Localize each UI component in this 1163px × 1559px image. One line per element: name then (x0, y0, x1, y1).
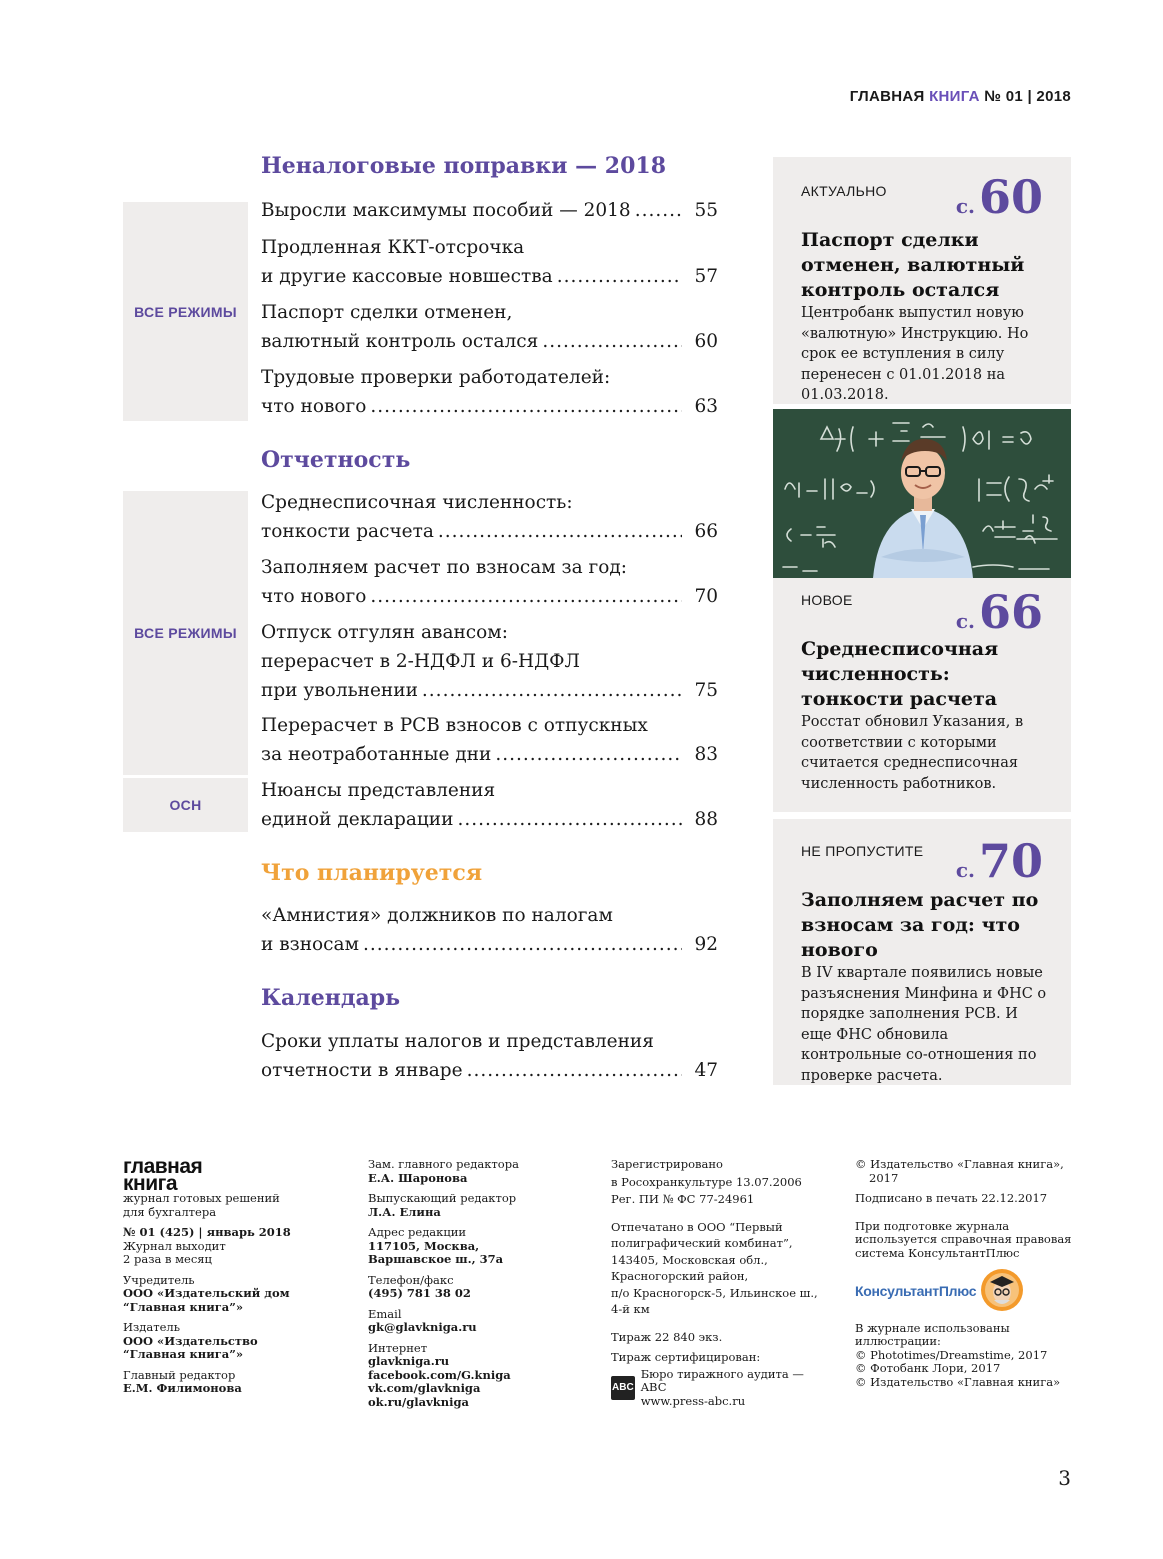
entry-title-line: Перерасчет в РСВ взносов с отпускных (261, 715, 648, 736)
page-prefix: с. (955, 858, 975, 882)
box-title: Заполняем расчет по взносам за год: что нового (801, 889, 1039, 961)
box-description: Росстат обновил Указания, в соответствии с которыми считается среднесписочная численность работников. (801, 714, 1024, 792)
leader-dots (557, 262, 682, 291)
leader-dots (363, 930, 682, 959)
illustrations: © Фотобанк Лори, 2017 (855, 1361, 1001, 1375)
entry-page: 55 (694, 200, 718, 221)
feature-box-actual[interactable] (773, 157, 1071, 404)
box-title: Среднесписочная численность: тонкости расчета (801, 638, 999, 710)
entry-title-line: Отпуск отгулян авансом: (261, 622, 508, 643)
printing: 4-й км (611, 1302, 650, 1316)
facebook-link[interactable]: facebook.com/G.kniga (368, 1367, 511, 1382)
leader-dots (495, 740, 682, 769)
box-page (956, 835, 1043, 887)
footer-col-credits (855, 1158, 1075, 1389)
copyright-year: 2017 (869, 1170, 899, 1185)
entry-page: 75 (694, 680, 718, 701)
entry-title: тонкости расчета (261, 521, 434, 542)
entry-title: валютный контроль остался (261, 331, 539, 352)
box-page (956, 586, 1043, 638)
band-label: ВСЕ РЕЖИМЫ (134, 303, 237, 320)
entry-title: и другие кассовые новшества (261, 266, 553, 287)
publisher: ООО «Издательство (123, 1333, 258, 1348)
entry-title-line: Сроки уплаты налогов и представления (261, 1031, 654, 1052)
consultant-logo (855, 1268, 1075, 1316)
chalkboard-photo (773, 409, 1071, 578)
entry-title-line: перерасчет в 2-НДФЛ и 6-НДФЛ (261, 651, 580, 672)
box-page (956, 171, 1043, 223)
copyright: © Издательство «Главная книга», (855, 1157, 1064, 1171)
box-label: НОВОЕ (801, 592, 853, 608)
publisher: “Главная книга”» (123, 1347, 244, 1361)
toc-entry[interactable] (261, 553, 718, 611)
section-title: Отчетность (261, 447, 411, 473)
web-link[interactable]: glavkniga.ru (368, 1354, 450, 1368)
illustrations: © Phototimes/Dreamstime, 2017 (855, 1347, 1048, 1362)
editor-label: Главный редактор (123, 1367, 236, 1382)
page-prefix: с. (955, 609, 975, 633)
toc-entry[interactable] (261, 711, 718, 769)
entry-title: единой декларации (261, 809, 454, 830)
page-prefix: с. (955, 194, 975, 218)
entry-title-line: Паспорт сделки отменен, (261, 302, 513, 323)
phone-label: Телефон/факс (368, 1272, 454, 1287)
address-label: Адрес редакции (368, 1225, 467, 1239)
registration: Рег. ПИ № ФС 77-24961 (611, 1192, 755, 1206)
deputy-label: Зам. главного редактора (368, 1157, 519, 1171)
entry-page: 92 (694, 934, 718, 955)
page-number: 66 (978, 585, 1043, 639)
magazine-logo (123, 1155, 343, 1195)
entry-title: отчетности в январе (261, 1060, 463, 1081)
band-all-modes-2 (123, 491, 248, 775)
leader-dots (467, 1056, 682, 1085)
frequency: 2 раза в месяц (123, 1252, 212, 1266)
registration: Зарегистрировано (611, 1157, 723, 1171)
toc-entry[interactable] (261, 298, 718, 356)
entry-title-line: «Амнистия» должников по налогам (261, 905, 613, 926)
print-run: Тираж 22 840 экз. (611, 1329, 723, 1344)
founder-label: Учредитель (123, 1272, 195, 1287)
issuing-label: Выпускающий редактор (368, 1191, 517, 1205)
footer-col-imprint (123, 1155, 343, 1396)
entry-page: 70 (694, 586, 718, 607)
section-title: Календарь (261, 985, 401, 1011)
printing: п/о Красногорск-5, Ильинское ш., (611, 1285, 818, 1300)
feature-box-dont-miss[interactable] (773, 819, 1071, 1085)
footer-col-registration (611, 1158, 831, 1408)
address: Варшавское ш., 37а (368, 1252, 504, 1266)
brand-word-1: ГЛАВНАЯ (849, 88, 925, 105)
entry-page: 63 (694, 396, 718, 417)
toc-entry[interactable] (261, 233, 718, 291)
abc-logo-icon: ABC (611, 1376, 635, 1400)
illustrations: В журнале использованы (855, 1320, 1010, 1335)
chalkboard-illustration (773, 409, 1071, 578)
printing: полиграфический комбинат”, (611, 1236, 793, 1250)
band-label: ВСЕ РЕЖИМЫ (134, 625, 237, 641)
entry-page: 60 (694, 331, 718, 352)
publisher-label: Издатель (123, 1320, 180, 1334)
issue-info: № 01 (425) | январь 2018 (123, 1225, 291, 1239)
entry-page: 66 (694, 521, 718, 542)
page-number: 3 (1058, 1466, 1071, 1490)
leader-dots (370, 582, 682, 611)
illustrations: иллюстрации: (855, 1334, 941, 1348)
entry-title: за неотработанные дни (261, 744, 492, 765)
brand-word-2: КНИГА (929, 88, 980, 105)
professor-icon (980, 1268, 1024, 1316)
entry-page: 57 (694, 266, 718, 287)
leader-dots (635, 196, 682, 225)
leader-dots (457, 805, 682, 834)
section-title: Что планируется (261, 860, 483, 886)
deputy: Е.А. Шаронова (368, 1170, 468, 1185)
entry-title: и взносам (261, 934, 359, 955)
founder: “Главная книга”» (123, 1299, 244, 1314)
audit-site[interactable]: www.press-abc.ru (640, 1393, 746, 1408)
entry-title-line: Продленная ККТ-отсрочка (261, 237, 525, 258)
box-description: В IV квартале появились новые разъяснения Минфина и ФНС о порядке заполнения РСВ. И еще ФНС обновила контрольные со-отношения по проверке расчета. (801, 965, 1047, 1084)
entry-title: что нового (261, 396, 367, 417)
illustrations: © Издательство «Главная книга» (855, 1374, 1061, 1389)
box-label: АКТУАЛЬНО (801, 183, 887, 199)
logo-line-1: главная (123, 1155, 203, 1178)
entry-title: что нового (261, 586, 367, 607)
toc-entry[interactable] (261, 196, 718, 225)
box-description: Центробанк выпустил новую «валютную» Инструкцию. Но срок ее вступления в силу перенесен с 01.01.2018 на 01.03.2018. (801, 305, 1029, 403)
page-number: 60 (978, 170, 1043, 224)
address: 117105, Москва, (368, 1238, 480, 1253)
tagline: журнал готовых решений (123, 1191, 280, 1205)
audit-bureau: Бюро тиражного аудита — ABC (640, 1366, 804, 1394)
tagline: для бухгалтера (123, 1204, 217, 1219)
printing: Отпечатано в ООО “Первый (611, 1219, 783, 1234)
email-link[interactable]: gk@glavkniga.ru (368, 1320, 477, 1334)
frequency: Журнал выходит (123, 1238, 226, 1253)
signed-date: Подписано в печать 22.12.2017 (855, 1191, 1048, 1205)
issue-number: № 01 | 2018 (984, 88, 1071, 105)
issuing-editor: Л.А. Елина (368, 1204, 441, 1219)
leader-dots (542, 327, 682, 356)
band-osn (123, 778, 248, 832)
toc-entry[interactable] (261, 488, 718, 546)
band-label: ОСН (169, 797, 202, 813)
founder: ООО «Издательский дом (123, 1286, 290, 1300)
entry-page: 47 (694, 1060, 718, 1081)
footer-col-contacts (368, 1158, 588, 1409)
ok-link[interactable]: ok.ru/glavkniga (368, 1394, 469, 1409)
page-number: 70 (978, 834, 1043, 888)
box-label: НЕ ПРОПУСТИТЕ (801, 843, 924, 859)
entry-title-line: Среднесписочная численность: (261, 492, 573, 513)
printing: Красногорский район, (611, 1269, 749, 1283)
section-title: Неналоговые поправки — 2018 (261, 153, 667, 179)
entry-title: Выросли максимумы пособий — 2018 (261, 200, 631, 221)
logo-line-2: книга (123, 1172, 178, 1195)
consultant-wordmark: КонсультантПлюс (855, 1283, 977, 1299)
editor: Е.М. Филимонова (123, 1381, 242, 1395)
vk-link[interactable]: vk.com/glavkniga (368, 1381, 481, 1395)
entry-page: 88 (694, 809, 718, 830)
leader-dots (370, 392, 682, 421)
phone: (495) 781 38 02 (368, 1286, 471, 1300)
running-head (850, 88, 1071, 105)
leader-dots (438, 517, 682, 546)
printing: 143405, Московская обл., (611, 1252, 768, 1267)
entry-title-line: Нюансы представления (261, 780, 496, 801)
toc-entry[interactable] (261, 901, 718, 959)
entry-title-line: Трудовые проверки работодателей: (261, 367, 611, 388)
prep-note: используется справочная правовая (855, 1232, 1072, 1246)
email-label: Email (368, 1306, 402, 1321)
entry-title-line: Заполняем расчет по взносам за год: (261, 557, 627, 578)
web-label: Интернет (368, 1340, 428, 1355)
toc-entry[interactable] (261, 776, 718, 834)
toc-entry[interactable] (261, 363, 718, 421)
certification: Тираж сертифицирован: (611, 1350, 761, 1364)
toc-entry[interactable] (261, 618, 718, 705)
abc-block (611, 1368, 831, 1409)
entry-title: при увольнении (261, 680, 418, 701)
band-all-modes (123, 202, 248, 421)
leader-dots (422, 676, 682, 705)
prep-note: система КонсультантПлюс (855, 1245, 1020, 1260)
feature-box-new[interactable] (773, 578, 1071, 812)
toc-entry[interactable] (261, 1027, 718, 1085)
prep-note: При подготовке журнала (855, 1218, 1010, 1233)
entry-page: 83 (694, 744, 718, 765)
box-title: Паспорт сделки отменен, валютный контроль остался (801, 229, 1025, 301)
registration: в Росохранкультуре 13.07.2006 (611, 1174, 802, 1189)
